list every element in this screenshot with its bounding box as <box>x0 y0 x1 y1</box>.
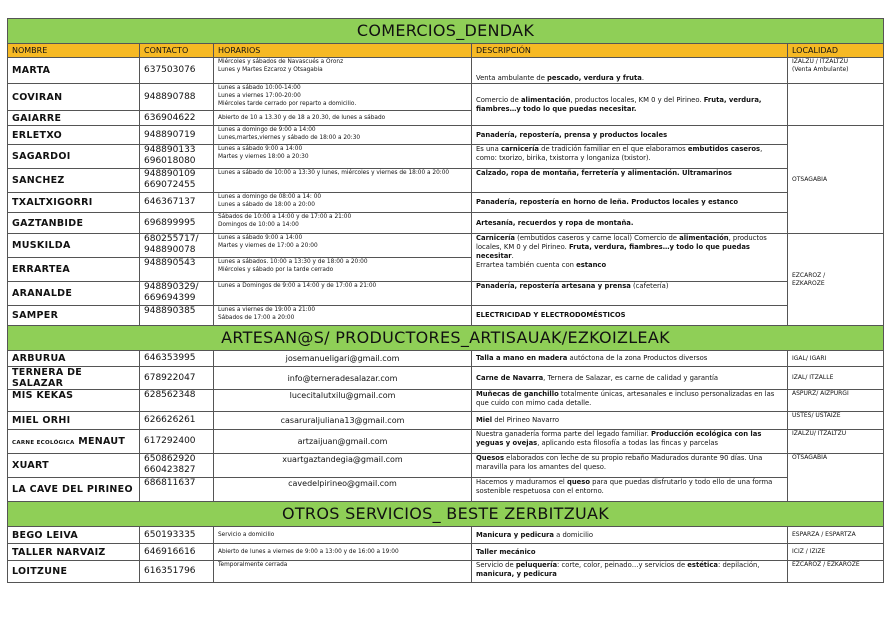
table-row <box>8 454 884 478</box>
desc-cell <box>472 454 788 478</box>
name-cell: MIS KEKAS <box>8 390 140 412</box>
section-title: OTROS SERVICIOS_ BESTE ZERBITZUAK <box>8 502 884 527</box>
email-link[interactable]: lucecitalutxilu@gmail.com <box>214 390 472 412</box>
name-cell: GAIARRE <box>8 111 140 126</box>
hours-line: Miércoles y sábados de Navascués a Oronz <box>218 59 344 65</box>
name-prefix: CARNE ECOLÓGICA <box>12 440 75 446</box>
desc-bold: Manicura y pedicura <box>476 530 554 539</box>
email-link[interactable]: info@terneradesalazar.com <box>214 367 472 390</box>
hours-cell: Abierto de lunes a viernes de 9:00 a 13:00 y de 16:00 a 19:00 <box>214 544 472 561</box>
desc-text: (embutidos caseros y carne local) Comercio de <box>515 234 680 242</box>
loc-cell: OTSAGABIA <box>788 454 884 502</box>
loc-cell: ESPARZA / ESPARTZA <box>788 527 884 544</box>
desc-text: para que puedas disfrutarlo y todo ello de una forma sostenible respetuosa con el entorno. <box>476 478 773 495</box>
contact-line: 669694399 <box>144 293 196 303</box>
section-otros <box>8 502 884 527</box>
hours-line: Lunes a domingo de 9:00 a 14:00 <box>218 127 316 133</box>
table-row <box>8 390 884 412</box>
name-cell: MIEL ORHI <box>8 412 140 430</box>
desc-bold: Fruta, verdura, fiambres…y todo lo que puedas necesitar. <box>476 95 762 113</box>
table-row <box>8 561 884 583</box>
contact-cell <box>140 145 214 169</box>
desc-cell <box>472 193 788 213</box>
email-link[interactable]: casaruraljuliana13@gmail.com <box>214 412 472 430</box>
loc-line: (Venta Ambulante) <box>792 66 849 73</box>
name-cell: COVIRAN <box>8 84 140 111</box>
desc-cell <box>472 84 788 126</box>
desc-cell <box>472 390 788 412</box>
header-descripcion: DESCRIPCIÓN <box>472 44 788 58</box>
hours-line: Sábados de 17:00 a 20:00 <box>218 315 295 321</box>
desc-cell <box>472 169 788 193</box>
hours-line: Lunes y Martes Ezcaroz y Otsagabia <box>218 67 323 73</box>
table-row <box>8 282 884 306</box>
table-row <box>8 84 884 111</box>
email-link[interactable]: xuartgaztandegia@gmail.com <box>214 454 472 478</box>
hours-line: Sábados de 10:00 a 14:00 y de 17:00 a 21:00 <box>218 214 352 220</box>
contact-line: 680255717/ <box>144 234 199 244</box>
hours-line: Lunes a sábado 9:00 a 14:00 <box>218 146 303 152</box>
contact-cell: 650193335 <box>140 527 214 544</box>
desc-line <box>476 261 783 270</box>
desc-cell <box>472 561 788 583</box>
name-cell: MUSKILDA <box>8 234 140 258</box>
desc-text: , como: txorizo, birika, txistorra y longaniza (txistor). <box>476 145 763 162</box>
table-row <box>8 169 884 193</box>
hours-cell: Lunes a Domingos de 9:00 a 14:00 y de 17:00 a 21:00 <box>214 282 472 306</box>
desc-text: autóctona de la zona Productos diversos <box>567 354 708 362</box>
table-row <box>8 412 884 430</box>
desc-bold: Taller mecánico <box>476 547 536 556</box>
hours-line: Lunes a sábados. 10:00 a 13:30 y de 18:00 a 20:00 <box>218 259 368 265</box>
loc-cell: OTSAGABIA <box>788 126 884 234</box>
desc-text: Es una <box>476 145 501 153</box>
desc-bold: embutidos caseros <box>687 145 761 153</box>
loc-line: IZALZU / ITZALTZU <box>792 58 848 65</box>
hours-cell: Temporalmente cerrada <box>214 561 472 583</box>
table-row <box>8 234 884 258</box>
desc-bold: Panadería, repostería en horno de leña. Productos locales y estanco <box>476 198 739 206</box>
hours-cell <box>214 234 472 258</box>
contact-line: 948890329/ <box>144 282 199 292</box>
desc-text: (cafetería) <box>630 282 669 290</box>
name-cell: GAZTANBIDE <box>8 213 140 234</box>
name-cell: SANCHEZ <box>8 169 140 193</box>
hours-cell <box>214 213 472 234</box>
desc-bold: carnicería <box>500 145 539 153</box>
name-cell: TERNERA DE SALAZAR <box>8 367 140 390</box>
contact-cell: 696899995 <box>140 213 214 234</box>
desc-bold: pescado, verdura y fruta <box>547 74 642 82</box>
table-row <box>8 145 884 169</box>
hours-line: Lunes a sábado de 18:00 a 20:00 <box>218 202 315 208</box>
name-cell: XUART <box>8 454 140 478</box>
directory-table <box>7 18 884 583</box>
name-cell: LOITZUNE <box>8 561 140 583</box>
desc-cell <box>472 544 788 561</box>
desc-cell <box>472 126 788 145</box>
name-cell: TXALTXIGORRI <box>8 193 140 213</box>
contact-cell: 646353995 <box>140 351 214 367</box>
loc-cell: USTES/ USTAIZE <box>788 412 884 430</box>
desc-text: Servicio de <box>476 561 516 569</box>
contact-cell: 646916616 <box>140 544 214 561</box>
header-localidad: LOCALIDAD <box>788 44 884 58</box>
desc-bold: Panadería, repostería, prensa y productos locales <box>476 130 668 139</box>
contact-cell: 948890385 <box>140 306 214 326</box>
hours-cell: Lunes a sábado de 10:00 a 13:30 y lunes, miércoles y viernes de 18:00 a 20:00 <box>214 169 472 193</box>
desc-bold: manicura, y pedicura <box>476 570 557 578</box>
name-cell: ARBURUA <box>8 351 140 367</box>
hours-cell <box>214 58 472 84</box>
hours-line: Lunes,martes,viernes y sábado de 18:00 a 20:30 <box>218 135 361 141</box>
table-row <box>8 367 884 390</box>
email-link[interactable]: cavedelpirineo@gmail.com <box>214 478 472 502</box>
contact-cell: 948890719 <box>140 126 214 145</box>
contact-line: 948890133 <box>144 145 196 155</box>
desc-bold: Panadería, repostería artesana y prensa <box>476 282 631 290</box>
desc-text: , aplicando esta filosofía a todas las fincas y parcelas <box>537 439 719 447</box>
desc-bold: peluquería <box>515 561 558 569</box>
loc-line: EZCAROZ / <box>792 271 826 279</box>
desc-bold: Producción ecológica con las yeguas y ovejas <box>476 430 762 447</box>
desc-text: : depilación, <box>718 561 760 569</box>
header-row <box>8 44 884 58</box>
loc-cell: ICIZ / IZIZE <box>788 544 884 561</box>
desc-cell <box>472 367 788 390</box>
desc-cell <box>472 234 788 282</box>
hours-line: Martes y viernes de 17:00 a 20:00 <box>218 243 318 249</box>
table-row <box>8 527 884 544</box>
loc-cell <box>788 234 884 326</box>
section-artesanos <box>8 326 884 351</box>
desc-text: de tradición familiar en el que elaboramos <box>538 145 688 153</box>
contact-cell: 678922047 <box>140 367 214 390</box>
desc-bold: Artesanía, recuerdos y ropa de montaña. <box>476 218 634 227</box>
desc-text: , productos locales, KM 0 y del Pirineo. <box>476 234 767 251</box>
contact-cell <box>140 234 214 258</box>
contact-cell: 626626261 <box>140 412 214 430</box>
desc-text: . <box>641 74 645 82</box>
desc-text: Venta ambulante de <box>476 74 548 82</box>
table-row <box>8 430 884 454</box>
desc-bold: queso <box>566 478 590 486</box>
name-cell: SAGARDOI <box>8 145 140 169</box>
name-cell: ARANALDE <box>8 282 140 306</box>
name-cell: TALLER NARVAIZ <box>8 544 140 561</box>
desc-bold: alimentación <box>679 234 729 242</box>
hours-cell: Servicio a domicilio <box>214 527 472 544</box>
section-comercios <box>8 19 884 44</box>
desc-text: . <box>511 252 514 260</box>
desc-cell <box>472 430 788 454</box>
contact-line: 669072455 <box>144 180 196 190</box>
name-cell: SAMPER <box>8 306 140 326</box>
hours-cell <box>214 126 472 145</box>
hours-cell <box>214 306 472 326</box>
desc-bold: Calzado, ropa de montaña, ferretería y alimentación. Ultramarinos <box>476 169 732 177</box>
loc-cell: IZALZU/ ITZALTZU <box>788 430 884 454</box>
name-cell: MARTA <box>8 58 140 84</box>
name-cell <box>8 430 140 454</box>
desc-bold: estanco <box>576 261 607 269</box>
desc-cell <box>472 282 788 306</box>
desc-text: totalmente únicas, artesanales e incluso personalizadas en las que cuido con mimo cada detalle. <box>476 390 775 407</box>
loc-cell: ASPURZ/ AIZPURGI <box>788 390 884 412</box>
contact-line: 696018080 <box>144 156 196 166</box>
name-cell: ERLETXO <box>8 126 140 145</box>
hours-line: Miércoles y sábado por la tarde cerrado <box>218 267 334 273</box>
hours-line: Miércoles tarde cerrado por reparto a domicilio. <box>218 101 357 107</box>
desc-cell <box>472 412 788 430</box>
contact-cell: 636904622 <box>140 111 214 126</box>
email-link[interactable]: josemanueligari@gmail.com <box>214 351 472 367</box>
contact-cell: 628562348 <box>140 390 214 412</box>
loc-cell <box>788 84 884 126</box>
desc-bold: Miel <box>476 416 493 424</box>
table-row <box>8 58 884 84</box>
desc-text: Hacemos y maduramos el <box>476 478 567 486</box>
hours-line: Lunes a viernes 17:00-20:00 <box>218 93 301 99</box>
desc-bold: Fruta, verdura, fiambres…y todo lo que puedas necesitar <box>476 243 750 260</box>
loc-cell: IZAL/ ITZALLE <box>788 367 884 390</box>
desc-text: , productos locales, KM 0 y del Pirineo. <box>570 95 704 104</box>
hours-cell <box>214 258 472 282</box>
desc-text: , Ternera de Salazar, es carne de calidad y garantía <box>543 373 719 382</box>
desc-bold: estética <box>687 561 719 569</box>
email-link[interactable]: artzaijuan@gmail.com <box>214 430 472 454</box>
hours-cell: Abierto de 10 a 13.30 y de 18 a 20.30, de lunes a sábado <box>214 111 472 126</box>
desc-line <box>476 234 783 261</box>
desc-cell <box>472 527 788 544</box>
contact-cell <box>140 169 214 193</box>
header-contacto: CONTACTO <box>140 44 214 58</box>
desc-text: Nuestra ganadería forma parte del legado familiar. <box>476 430 652 438</box>
contact-cell: 617292400 <box>140 430 214 454</box>
hours-line: Martes y viernes 18:00 a 20:30 <box>218 154 309 160</box>
contact-line: 948890078 <box>144 245 196 255</box>
loc-cell: IGAL/ IGARI <box>788 351 884 367</box>
hours-line: Domingos de 10:00 a 14:00 <box>218 222 299 228</box>
contact-line: 948890109 <box>144 169 196 179</box>
desc-cell <box>472 478 788 502</box>
contact-cell: 948890788 <box>140 84 214 111</box>
desc-bold: Talla a mano en madera <box>476 354 568 362</box>
loc-cell <box>788 58 884 84</box>
desc-text: del Pirineo Navarro <box>492 416 559 424</box>
name-cell: LA CAVE DEL PIRINEO <box>8 478 140 502</box>
desc-text: Comercio de <box>476 95 521 104</box>
contact-cell: 948890543 <box>140 258 214 282</box>
table-row <box>8 213 884 234</box>
hours-cell <box>214 145 472 169</box>
table-row <box>8 478 884 502</box>
name-main: MENAUT <box>78 436 126 447</box>
contact-cell: 637503076 <box>140 58 214 84</box>
table-row <box>8 126 884 145</box>
contact-line: 650862920 <box>144 454 196 464</box>
table-row <box>8 306 884 326</box>
table-row <box>8 193 884 213</box>
desc-bold: Muñecas de ganchillo <box>476 390 559 398</box>
section-title: COMERCIOS_DENDAK <box>8 19 884 44</box>
contact-cell <box>140 454 214 478</box>
table-row <box>8 351 884 367</box>
loc-line: EZKAROZE <box>792 279 825 287</box>
hours-line: Lunes a sábado 9:00 a 14:00 <box>218 235 303 241</box>
name-cell: BEGO LEIVA <box>8 527 140 544</box>
table-row <box>8 544 884 561</box>
desc-bold: ELECTRICIDAD Y ELECTRODOMÉSTICOS <box>476 311 626 319</box>
desc-bold: Quesos <box>476 454 504 462</box>
header-horarios: HORARIOS <box>214 44 472 58</box>
desc-bold: alimentación <box>520 95 571 104</box>
desc-text: elaborados con leche de su propio rebaño Madurados durante 90 días. Una maravilla para los amantes del queso. <box>476 454 763 471</box>
contact-cell: 616351796 <box>140 561 214 583</box>
hours-cell <box>214 84 472 111</box>
hours-line: Lunes a viernes de 19:00 a 21:00 <box>218 307 316 313</box>
loc-cell: EZCAROZ / EZKAROZE <box>788 561 884 583</box>
header-nombre: NOMBRE <box>8 44 140 58</box>
hours-cell <box>214 193 472 213</box>
desc-cell <box>472 351 788 367</box>
contact-cell: 646367137 <box>140 193 214 213</box>
name-cell: ERRARTEA <box>8 258 140 282</box>
desc-cell <box>472 58 788 84</box>
desc-cell <box>472 306 788 326</box>
desc-bold: Carne de Navarra <box>476 373 544 382</box>
desc-cell <box>472 213 788 234</box>
contact-cell <box>140 282 214 306</box>
desc-text: Errartea también cuenta con <box>476 261 577 269</box>
section-title: ARTESAN@S/ PRODUCTORES_ARTISAUAK/EZKOIZLEAK <box>8 326 884 351</box>
contact-cell: 686811637 <box>140 478 214 502</box>
hours-line: Lunes a sábado 10:00-14:00 <box>218 85 301 91</box>
desc-text: a domicilio <box>553 530 593 539</box>
hours-line: Lunes a domingo de 08:00 a 14: 00 <box>218 194 322 200</box>
desc-bold: Carnicería <box>476 234 516 242</box>
contact-line: 660423827 <box>144 465 196 475</box>
desc-text: : corte, color, peinado…y servicios de <box>557 561 688 569</box>
desc-cell <box>472 145 788 169</box>
